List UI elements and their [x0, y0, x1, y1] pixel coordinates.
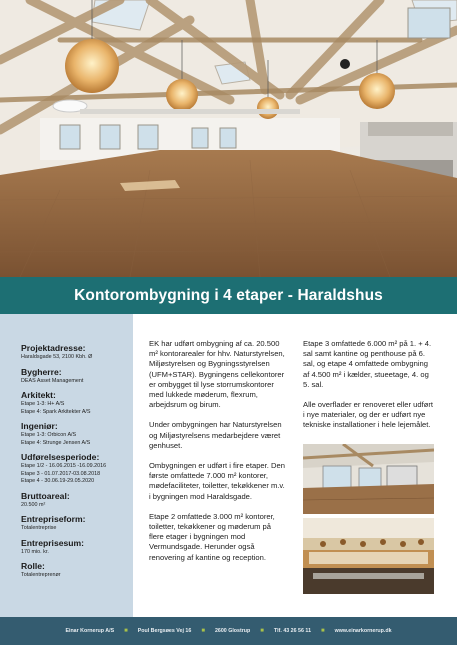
paragraph: Under ombygningen har Naturstyrelsen og Miljøstyrelsens medarbejdere været genhuset. [149, 420, 282, 450]
fact-label: Rolle: [21, 561, 45, 571]
fact-value: DEAS Asset Management [21, 377, 84, 384]
fact-label: Bygherre: [21, 366, 62, 377]
separator-square-icon: ■ [260, 628, 264, 634]
fact-block [21, 421, 133, 447]
fact-block [21, 390, 133, 416]
fact-value: Etape 4: Strunge Jensen A/S [21, 439, 91, 446]
page-title: Kontorombygning i 4 etaper - Haraldshus [74, 286, 383, 304]
fact-value: 20.500 m² [21, 501, 46, 508]
fact-label: Ingeniør: [21, 421, 58, 431]
fact-block [21, 491, 133, 510]
fact-value: 170 mio. kr. [21, 548, 49, 555]
fact-block [21, 343, 133, 362]
fact-label: Entrepriseform: [21, 514, 86, 524]
canteen-photo [303, 518, 434, 594]
separator-square-icon: ■ [201, 628, 205, 634]
fact-value: Etape 1-3: H+ A/S [21, 401, 65, 407]
fact-label: Entreprisesum: [21, 537, 85, 548]
open-office-photo [303, 444, 434, 514]
fact-block [21, 514, 133, 533]
body-column-1 [149, 339, 286, 573]
fact-value: Totalentreprise [21, 525, 57, 531]
fact-block [21, 452, 133, 486]
project-facts-sidebar [0, 314, 133, 617]
body-column-2 [303, 339, 435, 441]
fact-label: Udførelsesperiode: [21, 452, 100, 462]
footer-website-link[interactable]: www.einarkornerup.dk [334, 628, 392, 634]
separator-square-icon: ■ [124, 628, 128, 634]
paragraph: Alle overflader er renoveret eller udført i nye materialer, og der er udført nye tekniske installationer i hele lejemålet. [303, 400, 433, 430]
fact-value: Etape 4: Spark Arkitekter A/S [21, 408, 91, 415]
fact-value: Etape 4 - 30.06.19-29.05.2020 [21, 478, 95, 484]
fact-value: Etape 1-3: Orbicon A/S [21, 432, 77, 438]
fact-block [21, 538, 133, 557]
fact-value: Totalentreprenør [21, 572, 61, 578]
fact-label: Bruttoareal: [21, 490, 70, 501]
footer-phone: Tlf. 43 26 56 11 [273, 628, 312, 634]
paragraph: EK har udført ombygning af ca. 20.500 m² kontorarealer for hhv. Naturstyrelsen, Miljøstyrelsen og Bygningsstyrelsen (UFM+STAR). Bygningens cellekontorer er ombygget til lyse storrumskontorer med lukkede møderum, flexrum, arbejdsrum og birum. [149, 339, 285, 410]
fact-label: Projektadresse: [21, 343, 86, 353]
hero-photo [0, 0, 457, 277]
fact-value: Etape 3 - 01.07.2017-03.08.2018 [21, 470, 101, 477]
fact-value: Haraldsgade 53, 2100 Kbh. Ø [21, 354, 93, 360]
paragraph: Etape 2 omfattede 3.000 m² kontorer, toiletter, tekøkkener og møderum på flere etager i bygningen mod Vermundsgade. Herunder også renovering af kantine og reception. [149, 511, 275, 562]
title-band [0, 277, 457, 314]
footer-company: Einar Kornerup A/S [65, 628, 115, 634]
fact-block [21, 561, 133, 580]
fact-label: Arkitekt: [21, 390, 56, 400]
footer-city: 2600 Glostrup [214, 628, 251, 634]
fact-block [21, 367, 133, 386]
fact-value: Etape 1/2 - 16.06.2015 -16.09.2016 [21, 463, 107, 469]
paragraph: Ombygningen er udført i fire etaper. Den første omfattede 7.000 m² kontorer, mødefaciliteter, toiletter, tekøkkener m.v. i bygningen mod Haraldsgade. [149, 461, 285, 501]
paragraph: Etape 3 omfattede 6.000 m² på 1. + 4. sal samt kantine og penthouse på 6. sal, og etape 4 omfattede ombygning af 4.500 m² i kælder, stueetage, 4. og 5. sal. [303, 339, 432, 389]
footer-address: Poul Bergsøes Vej 16 [137, 628, 192, 634]
footer-contact-bar [0, 617, 457, 645]
separator-square-icon: ■ [321, 628, 325, 634]
